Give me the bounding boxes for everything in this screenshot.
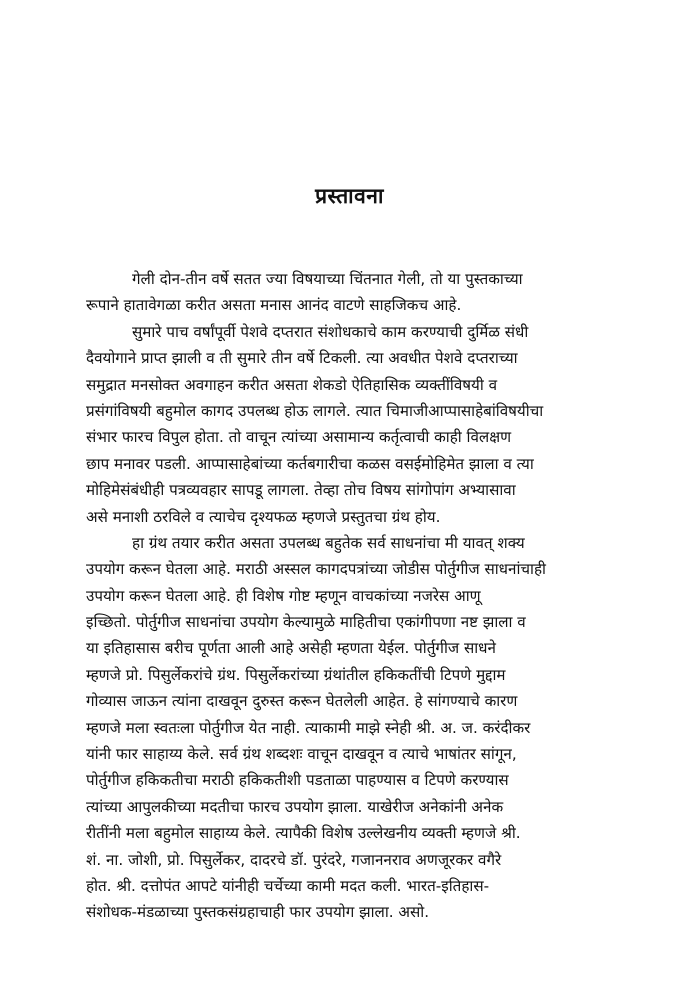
text-line: मोहिमेसंबंधीही पत्रव्यवहार सापडू लागला. तेव्हा तोच विषय सांगोपांग अभ्यासावा [86,481,516,500]
text-line: समुद्रात मनसोक्त अवगाहन करीत असता शेकडो ऐतिहासिक व्यक्तींविषयी व [86,375,498,394]
text-line: शं. ना. जोशी, प्रो. पिसुर्लेकर, दादरचे डॉ. पुरंदरे, गजाननराव अणजूरकर वगैरे [86,850,502,869]
text-line: संभार फारच विपुल होता. तो वाचून त्यांच्या असामान्य कर्तृत्वाची काही विलक्षण [86,428,512,447]
text-line: गेली दोन-तीन वर्षे सतत ज्या विषयाच्या चिंतनात गेली, तो या पुस्तकाच्या [132,270,523,288]
text-line: असे मनाशी ठरविले व त्याचेच दृश्यफळ म्हणजे प्रस्तुतचा ग्रंथ होय. [86,507,441,526]
text-line: संशोधक-मंडळाच्या पुस्तकसंग्रहाचाही फार उपयोग झाला. असो. [86,903,430,922]
body-text [86,266,613,926]
text-line: होत. श्री. दत्तोपंत आपटे यांनीही चर्चेच्या कामी मदत कली. भारत-इतिहास- [86,876,490,895]
text-line: म्हणजे प्रो. पिसुर्लेकरांचे ग्रंथ. पिसुर्लेकरांच्या ग्रंथांतील हकिकतींची टिपणे मुद्दाम [86,665,506,684]
text-line: उपयोग करून घेतला आहे. ही विशेष गोष्ट म्हणून वाचकांच्या नजरेस आणू [86,586,481,605]
text-line: हा ग्रंथ तयार करीत असता उपलब्ध बहुतेक सर्व साधनांचा मी यावत् शक्य [132,533,525,552]
text-line: उपयोग करून घेतला आहे. मराठी अस्सल कागदपत्रांच्या जोडीस पोर्तुगीज साधनांचाही [86,560,546,579]
page-title: प्रस्तावना [315,184,384,208]
text-line: यांनी फार साहाय्य केले. सर्व ग्रंथ शब्दशः वाचून दाखवून व त्याचे भाषांतर सांगून, [86,745,517,764]
text-line: सुमारे पाच वर्षांपूर्वी पेशवे दप्तरात संशोधकाचे काम करण्याची दुर्मिळ संधी [132,322,529,341]
text-line: रूपाने हातावेगळा करीत असता मनास आनंद वाटणे साहजिकच आहे. [86,296,462,315]
text-line: गोव्यास जाऊन त्यांना दाखवून दुरुस्त करून घेतलेली आहेत. हे सांगण्याचे कारण [86,692,518,711]
text-line: प्रसंगांविषयी बहुमोल कागद उपलब्ध होऊ लागले. त्यात चिमाजीआप्पासाहेबांविषयीचा [86,401,544,420]
text-line: पोर्तुगीज हकिकतीचा मराठी हकिकतीशी पडताळा पाहण्यास व टिपणे करण्यास [86,771,509,790]
text-line: त्यांच्या आपुलकीच्या मदतीचा फारच उपयोग झाला. याखेरीज अनेकांनी अनेक [86,797,504,816]
text-line: छाप मनावर पडली. आप्पासाहेबांच्या कर्तबगारीचा कळस वसईमोहिमेत झाला व त्या [86,454,534,473]
text-line: म्हणजे मला स्वतःला पोर्तुगीज येत नाही. त्याकामी माझे स्नेही श्री. अ. ज. करंदीकर [86,718,531,737]
text-line: दैवयोगाने प्राप्त झाली व ती सुमारे तीन वर्षे टिकली. त्या अवधीत पेशवे दप्तराच्या [86,349,518,368]
text-line: रीतींनी मला बहुमोल साहाय्य केले. त्यापैकी विशेष उल्लेखनीय व्यक्ती म्हणजे श्री. [86,824,521,843]
text-line: इच्छितो. पोर्तुगीज साधनांचा उपयोग केल्यामुळे माहितीचा एकांगीपणा नष्ट झाला व [86,613,526,632]
text-line: या इतिहासास बरीच पूर्णता आली आहे असेही म्हणता येईल. पोर्तुगीज साधने [86,639,496,658]
